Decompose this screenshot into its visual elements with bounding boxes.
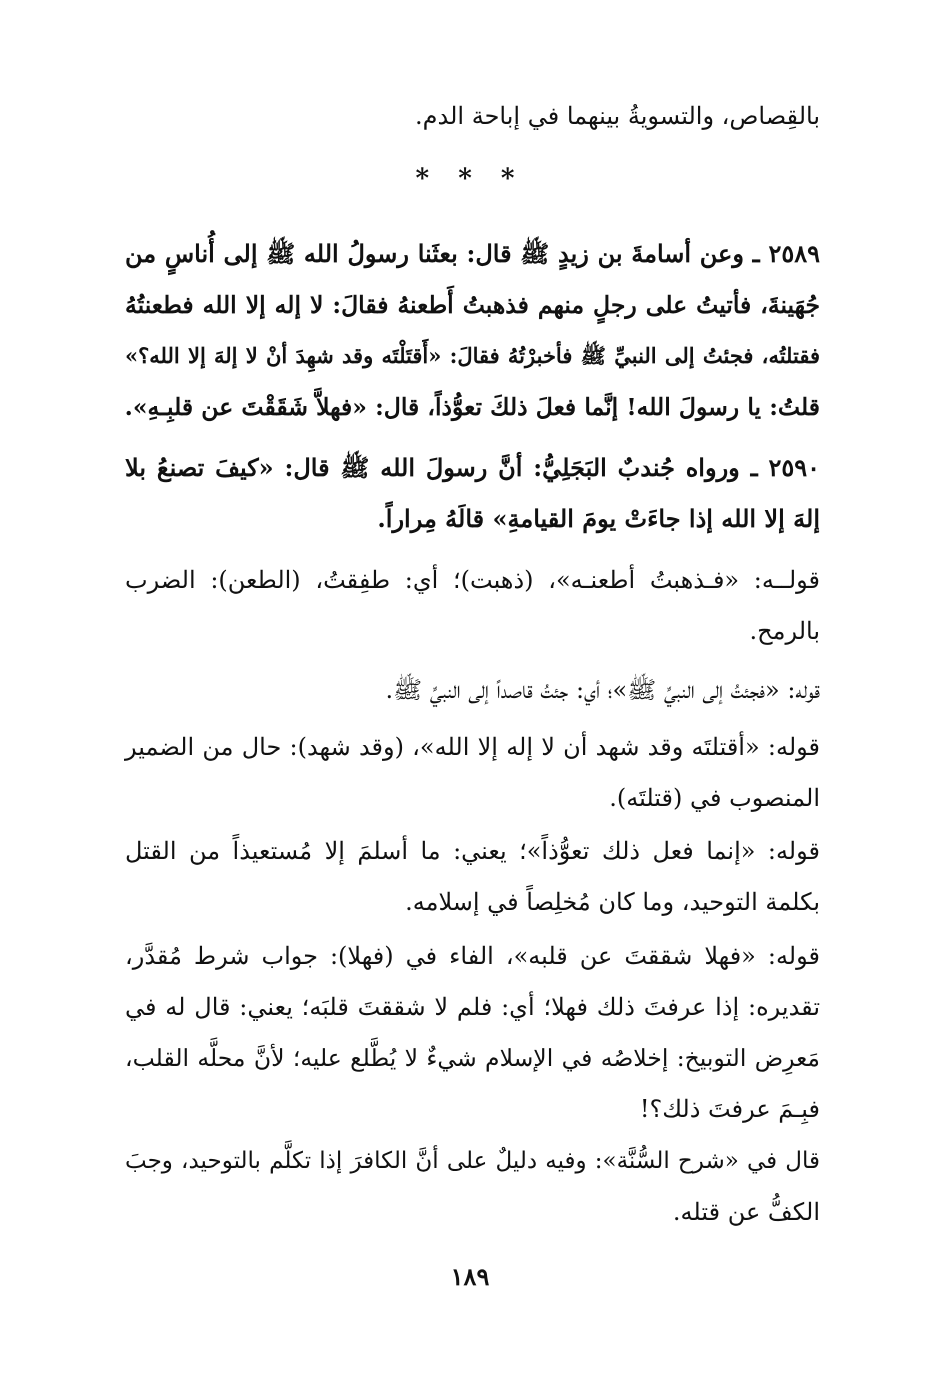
hadith-2590-line-1: ٢٥٩٠ ـ ورواه جُندبٌ البَجَلِيُّ: أنَّ رسولَ الله ﷺ قال: «كيفَ تصنعُ بلا [125,453,820,482]
commentary-3-line-1: قوله: «أقتلتَه وقد شهد أن لا إله إلا الله»، (وقد شهد): حال من الضمير [125,733,821,761]
commentary-6-line-1: قال في «شرح السُّنَّة»: وفيه دليلٌ على أنَّ الكافرَ إذا تكلَّم بالتوحيد، وجبَ [125,1148,820,1174]
hadith-2589-line-2: جُهَينةَ، فأتيتُ على رجلٍ منهم فذهبتُ أَطعنهُ فقالَ: لا إله إلا الله فطعنتُهُ [125,291,820,319]
hadith-2590-line-2: إلهَ إلا الله إذا جاءَتْ يومَ القيامةِ» قالَهُ مِراراً. [377,504,820,533]
commentary-3-line-2: المنصوب في (قتلتَه). [609,784,820,812]
commentary-1-line-1: قولــه: «فـذهبتُ أطعنـه»، (ذهبت)؛ أي: طفِقتُ، (الطعن): الضرب [125,566,820,594]
commentary-5-line-4: فبِـمَ عرفتَ ذلك؟! [639,1095,820,1123]
commentary-5-line-3: مَعرِض التوبيخ: إخلاصُه في الإسلام شيءٌ لا يُطَّلع عليه؛ لأنَّ محلَّه القلب، [125,1044,820,1072]
section-separator: * * * [415,164,525,194]
page-number: ١٨٩ [450,1262,490,1291]
text-line-1: بالقِصاص، والتسويةُ بينهما في إباحة الدم. [415,102,820,130]
commentary-5-line-1: قوله: «فهلا شققتَ عن قلبه»، الفاء في (فهلا): جواب شرط مُقدَّر، [125,942,820,970]
commentary-1-line-2: بالرمح. [749,617,820,645]
commentary-4-line-2: بكلمة التوحيد، وما كان مُخلِصاً في إسلامه. [405,888,820,916]
hadith-2589-line-4: قلتُ: يا رسولَ الله! إنَّما فعلَ ذلكَ تعوُّذاً، قال: «فهلاَّ شَقَقْتَ عن قلبِـهِ». [124,393,820,421]
commentary-5-line-2: تقديره: إذا عرفتَ ذلك فهلا؛ أي: فلم لا شققتَ قلبَه؛ يعني: قال له في [125,993,820,1021]
hadith-2589-line-1: ٢٥٨٩ ـ وعن أسامةَ بن زيدٍ ﷺ قال: بعثَنا رسولُ الله ﷺ إلى أُناسٍ من [125,239,820,268]
hadith-2589-line-3: فقتلتُه، فجئتُ إلى النبيِّ ﷺ فأخبرْتُهُ فقالَ: «أَقتَلْتَه وقد شهِدَ أنْ لا إلهَ إلا الله؟» [125,343,820,368]
commentary-4-line-1: قوله: «إنما فعل ذلك تعوُّذاً»؛ يعني: ما أسلمَ إلا مُستعيذاً من القتل [125,837,820,865]
commentary-2-line-1: قوله: «فجئتُ إلى النبيِّ ﷺ»؛ أي: جئتُ قاصداً إلى النبيِّ ﷺ. [385,676,820,704]
commentary-6-line-2: الكفُّ عن قتله. [672,1198,820,1226]
